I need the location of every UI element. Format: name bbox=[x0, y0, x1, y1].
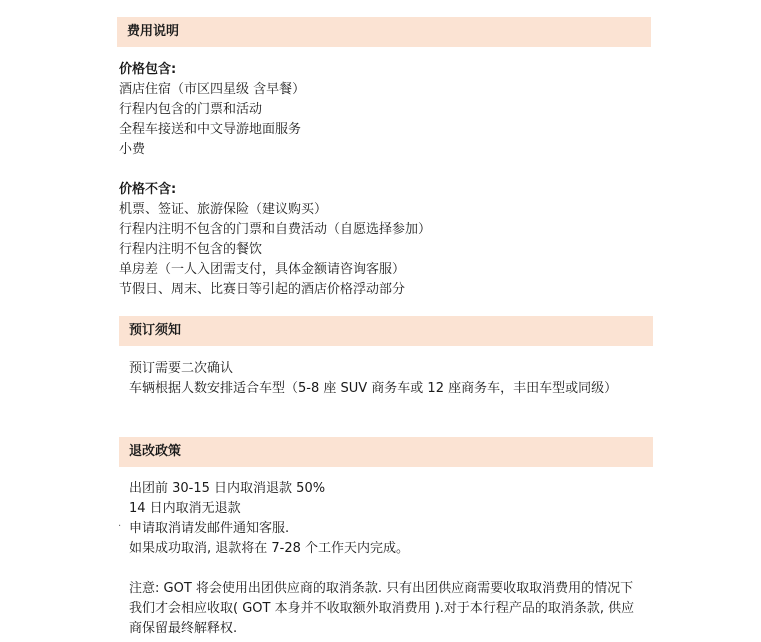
excluded-item: 行程内注明不包含的门票和自费活动（自愿选择参加） bbox=[119, 222, 432, 237]
refund-note: 商保留最终解释权. bbox=[129, 621, 238, 636]
booking-header: 预订须知 bbox=[119, 316, 653, 346]
included-item: 行程内包含的门票和活动 bbox=[119, 102, 263, 117]
excluded-item: 机票、签证、旅游保险（建议购买） bbox=[119, 202, 328, 217]
included-item: 酒店住宿（市区四星级 含早餐） bbox=[119, 82, 306, 97]
refund-item: 申请取消请发邮件通知客服. bbox=[129, 521, 290, 536]
excluded-item: 单房差（一人入团需支付，具体金额请咨询客服） bbox=[119, 262, 406, 277]
refund-item: 14 日内取消无退款 bbox=[129, 501, 241, 516]
refund-item: 出团前 30-15 日内取消退款 50% bbox=[129, 481, 326, 496]
bullet-dot-icon: · bbox=[118, 521, 122, 532]
included-title: 价格包含: bbox=[119, 62, 177, 77]
refund-header: 退改政策 bbox=[119, 437, 653, 467]
booking-item: 预订需要二次确认 bbox=[129, 361, 234, 376]
fees-header: 费用说明 bbox=[117, 17, 651, 47]
included-item: 全程车接送和中文导游地面服务 bbox=[119, 122, 302, 137]
excluded-item: 节假日、周末、比赛日等引起的酒店价格浮动部分 bbox=[119, 282, 406, 297]
refund-note: 我们才会相应收取( GOT 本身并不收取额外取消费用 ).对于本行程产品的取消条款, 供应 bbox=[129, 601, 635, 616]
excluded-item: 行程内注明不包含的餐饮 bbox=[119, 242, 263, 257]
booking-item: 车辆根据人数安排适合车型（5-8 座 SUV 商务车或 12 座商务车，丰田车型或同级） bbox=[129, 381, 618, 396]
refund-item: 如果成功取消, 退款将在 7-28 个工作天内完成。 bbox=[129, 541, 410, 556]
excluded-title: 价格不含: bbox=[119, 182, 177, 197]
included-item: 小费 bbox=[119, 142, 146, 157]
refund-note: 注意: GOT 将会使用出团供应商的取消条款. 只有出团供应商需要收取取消费用的情况下 bbox=[129, 581, 634, 596]
